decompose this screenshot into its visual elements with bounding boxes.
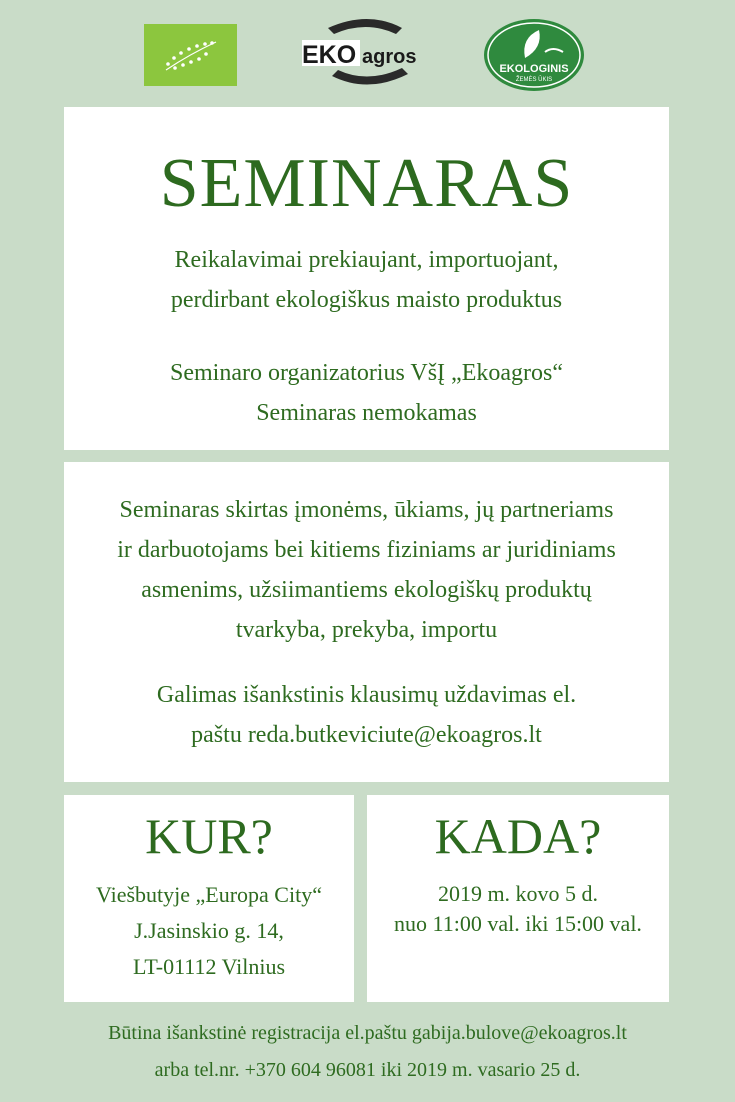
registration-phone-line[interactable]: arba tel.nr. +370 604 96081 iki 2019 m. vasario 25 d. <box>154 1059 581 1081</box>
ekoagros-logo-sub-text: agros <box>362 46 417 68</box>
questions-line: Galimas išankstinis klausimų uždavimas el. <box>156 682 577 708</box>
eu-organic-logo <box>144 24 237 86</box>
audience-description <box>64 490 669 650</box>
time-line: nuo 11:00 val. iki 15:00 val. <box>394 911 642 936</box>
audience-line: asmenims, užsiimantiems ekologiškų produktų <box>141 577 592 603</box>
page-title: SEMINARAS <box>159 145 574 222</box>
ekologinis-logo-main-text: EKOLOGINIS <box>499 63 569 75</box>
city-line: LT-01112 Vilnius <box>132 954 286 979</box>
ekoagros-logo <box>298 14 432 92</box>
eu-organic-leaf-icon <box>144 24 237 86</box>
audience-line: Seminaras skirtas įmonėms, ūkiams, jų partneriams <box>119 497 614 523</box>
when-heading: KADA? <box>434 808 602 864</box>
audience-line: ir darbuotojams bei kitiems fiziniams ar juridiniams <box>117 537 616 563</box>
audience-card <box>64 462 669 782</box>
organizer-info <box>64 353 669 433</box>
ekologinis-logo-sub-text: ŽEMĖS ŪKIS <box>515 77 553 83</box>
where-card <box>64 795 354 1002</box>
date-line: 2019 m. kovo 5 d. <box>437 881 599 906</box>
ekoagros-logo-main-text: EKO <box>302 41 357 69</box>
when-card <box>367 795 669 1002</box>
where-heading: KUR? <box>145 808 273 864</box>
ekologinis-zemes-ukis-logo <box>483 18 585 92</box>
free-seminar-line: Seminaras nemokamas <box>256 400 477 426</box>
venue-address <box>64 877 354 985</box>
street-line: J.Jasinskio g. 14, <box>134 918 284 943</box>
seminar-subtitle <box>64 240 669 320</box>
event-datetime <box>367 879 669 939</box>
organizer-line: Seminaro organizatorius VšĮ „Ekoagros“ <box>169 360 563 386</box>
registration-footer <box>0 1015 735 1089</box>
subtitle-line: perdirbant ekologiškus maisto produktus <box>170 287 563 313</box>
questions-info <box>64 675 669 755</box>
seminar-header-card <box>64 107 669 450</box>
audience-line: tvarkyba, prekyba, importu <box>235 617 498 643</box>
venue-line: Viešbutyje „Europa City“ <box>96 882 322 907</box>
subtitle-line: Reikalavimai prekiaujant, importuojant, <box>174 247 559 273</box>
questions-email-line[interactable]: paštu reda.butkeviciute@ekoagros.lt <box>191 722 542 748</box>
registration-email-line[interactable]: Būtina išankstinė registracija el.paštu gabija.bulove@ekoagros.lt <box>108 1022 627 1044</box>
